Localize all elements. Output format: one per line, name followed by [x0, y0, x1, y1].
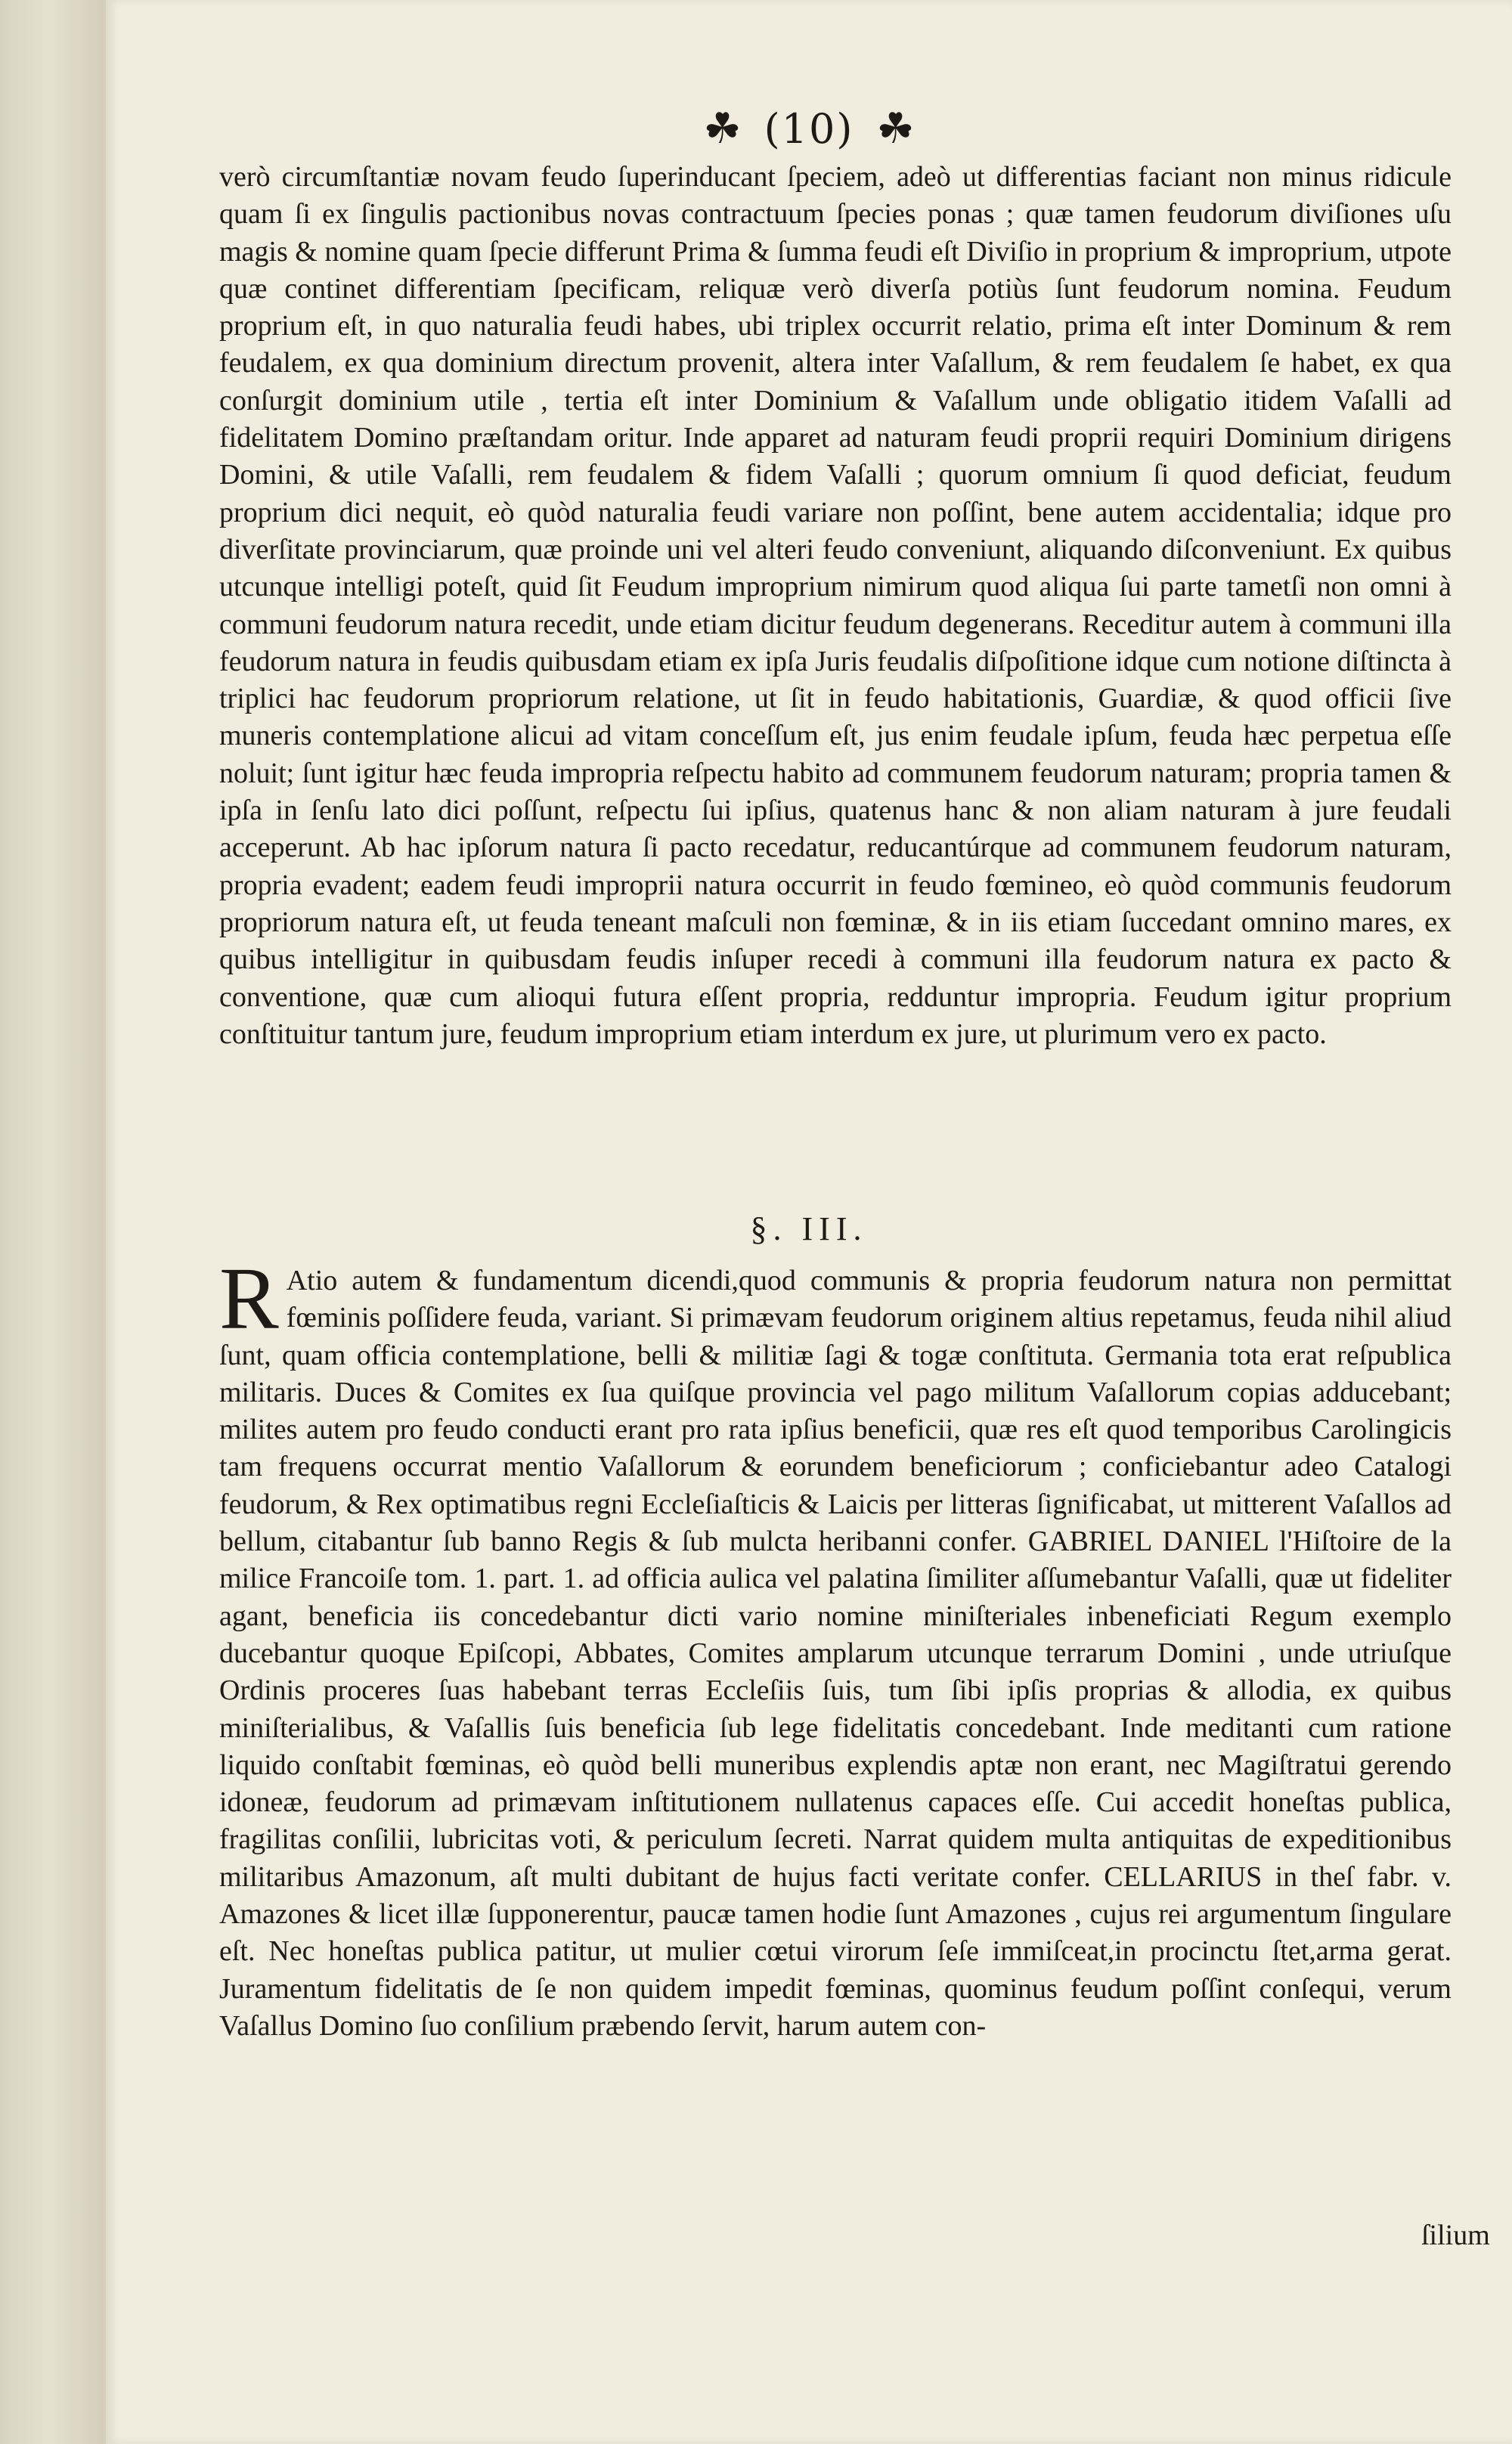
section-heading: §. III.	[750, 1210, 868, 1247]
ornament-right-icon: ☘	[876, 104, 915, 153]
page-header	[106, 91, 1512, 166]
page-number: (10)	[764, 104, 854, 153]
paragraph-2-text: Atio autem & fundamentum dicendi,quod communis & propria feudorum natura non permittat fœminis poſſidere feuda, variant. Si primævam feudorum originem altius repetamus, feuda nihil aliud ſunt, quam officia contemplatione, belli & militiæ ſagi & togæ conſtituta. Germania tota erat reſpublica militaris. Duces & Comites ex ſua quiſque provincia vel pago militum Vaſallorum copias adducebant; milites autem pro feudo conducti erant pro rata ipſius beneficii, quæ res eſt quod temporibus Carolingicis tam frequens occurrat mentio Vaſallorum & eorundem beneficiorum ; conficiebantur adeo Catalogi feudorum, & Rex optimatibus regni Eccleſiaſticis & Laicis per litteras ſignificabat, ut mitterent Vaſallos ad bellum, citabantur ſub banno Regis & ſub mulcta heribanni confer. GABRIEL DANIEL l'Hiſtoire de la milice Francoiſe tom. 1. part. 1. ad officia aulica vel palatina ſimiliter aſſumebantur Vaſalli, quæ ut fideliter agant, beneficia iis concedebantur dicti vario nomine miniſteriales inbeneficiati Regum exemplo ducebantur quoque Epiſcopi, Abbates, Comites amplarum utcunque terrarum Domini , unde utriuſque Ordinis proceres ſuas habebant terras Eccleſiis ſuis, tum ſibi ipſis proprias & allodia, ex quibus miniſterialibus, & Vaſallis ſuis beneficia ſub lege fidelitatis concedebant. Inde meditanti cum ratione liquido conſtabit fœminas, eò quòd belli muneribus explendis aptæ non erant, nec Magiſtratui gerendo idoneæ, feudorum ad primævam inſtitutionem nullatenus capaces eſſe. Cui accedit honeſtas publica, fragilitas conſilii, lubricitas voti, & periculum ſecreti. Narrat quidem multa antiquitas de expeditionibus militaribus Amazonum, aſt multi dubitant de hujus facti veritate confer. CELLARIUS in theſ fabr. v. Amazones & licet illæ ſupponerentur, paucæ tamen hodie ſunt Amazones , cujus rei argumentum ſingulare eſt. Nec honeſtas publica patitur, ut mulier cœtui virorum ſeſe immiſceat,in procinctu ſtet,arma gerat. Juramentum fidelitatis de ſe non quidem impedit fœminas, quominus feudum poſſint conſequi, verum Vaſallus Domino ſuo conſilium præbendo ſervit, harum autem con-	[219, 1265, 1452, 2042]
paragraph-2	[219, 1249, 1452, 2045]
left-page-edge	[0, 0, 121, 2444]
drop-cap: R	[219, 1249, 279, 1348]
book-page	[106, 0, 1512, 2444]
paragraph-1: verò circumſtantiæ novam feudo ſuperinducant ſpeciem, adeò ut differentias faciant non minus ridicule quam ſi ex ſingulis pactionibus novas contractuum ſpecies ponas ; quæ tamen feudorum diviſiones uſu magis & nomine quam ſpecie differunt Prima & ſumma feudi eſt Diviſio in proprium & improprium, utpote quæ continet differentiam ſpecificam, reliquæ verò diverſa potiùs ſunt feudorum nomina. Feudum proprium eſt, in quo naturalia feudi habes, ubi triplex occurrit relatio, prima eſt inter Dominum & rem feudalem, ex qua dominium directum provenit, altera inter Vaſallum, & rem feudalem ſe habet, ex qua conſurgit dominium utile , tertia eſt inter Dominium & Vaſallum unde obligatio itidem Vaſalli ad fidelitatem Domino præſtandam oritur. Inde apparet ad naturam feudi proprii requiri Dominium dirigens Domini, & utile Vaſalli, rem feudalem & fidem Vaſalli ; quorum omnium ſi quod deficiat, feudum proprium dici nequit, eò quòd naturalia feudi variare non poſſint, bene autem accidentalia; idque pro diverſitate provinciarum, quæ proinde uni vel alteri feudo conveniunt, aliquando diſconveniunt. Ex quibus utcunque intelligi poteſt, quid ſit Feudum improprium nimirum quod aliqua ſui parte tametſi non omni à communi feudorum natura recedit, unde etiam dicitur feudum degenerans. Receditur autem à communi illa feudorum natura in feudis quibusdam etiam ex ipſa Juris feudalis diſpoſitione idque cum notione diſtincta à triplici hac feudorum propriorum relatione, ut ſit in feudo habitationis, Guardiæ, & quod officii ſive muneris contemplatione alicui ad vitam conceſſum eſt, jus enim feudale ipſum, feuda hæc perpetua eſſe noluit; ſunt igitur hæc feuda impropria reſpectu habito ad communem feudorum naturam; propria tamen & ipſa in ſenſu lato dici poſſunt, reſpectu ſui ipſius, quatenus hanc & non aliam naturam à jure feudali acceperunt. Ab hac ipſorum natura ſi pacto recedatur, reducantúrque ad communem feudorum naturam, propria evadent; eadem feudi improprii natura occurrit in feudo fœmineo, eò quòd communis feudorum propriorum natura eſt, ut feuda teneant maſculi non fœminæ, & in iis etiam ſuccedant omnino mares, ex quibus intelligitur in quibusdam feudis inſuper recedi à communi illa feudorum natura ex pacto & conventione, quæ cum alioqui futura eſſent propria, redduntur impropria. Feudum igitur proprium conſtituitur tantum jure, feudum improprium etiam interdum ex jure, ut plurimum vero ex pacto.	[219, 161, 1452, 1050]
catchword: ſilium	[1421, 2219, 1490, 2251]
ornament-left-icon: ☘	[703, 104, 742, 153]
